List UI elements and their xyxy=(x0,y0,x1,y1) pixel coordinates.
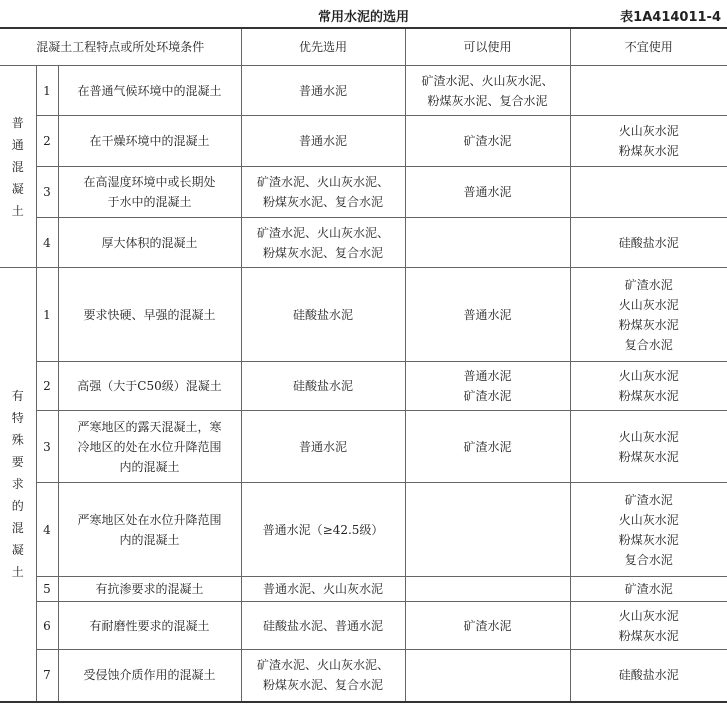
row-number: 2 xyxy=(36,116,58,167)
preferred-cell-line: 矿渣水泥、火山灰水泥、 xyxy=(257,175,390,189)
preferred-cell xyxy=(241,218,405,268)
row-number: 4 xyxy=(36,218,58,268)
unsuitable-cell xyxy=(570,650,727,702)
condition-cell-line: 内的混凝土 xyxy=(119,459,180,474)
table-row xyxy=(0,577,727,602)
header-unsuitable: 不宜使用 xyxy=(570,28,727,66)
allowed-cell-line: 普通水泥 xyxy=(463,185,512,199)
preferred-cell-line: 普通水泥 xyxy=(299,134,348,148)
condition-cell-line: 在高湿度环境中或长期处 xyxy=(83,175,216,189)
cement-selection-table xyxy=(0,27,727,703)
allowed-cell-line: 矿渣水泥 xyxy=(463,389,512,403)
unsuitable-cell xyxy=(570,483,727,577)
allowed-cell xyxy=(405,411,570,483)
unsuitable-cell-line: 粉煤灰水泥 xyxy=(618,144,679,158)
condition-cell xyxy=(58,602,241,650)
unsuitable-cell-line: 火山灰水泥 xyxy=(618,608,679,623)
unsuitable-cell-line: 火山灰水泥 xyxy=(618,124,679,138)
row-number: 1 xyxy=(36,66,58,116)
table-title-bar xyxy=(0,4,727,26)
allowed-cell xyxy=(405,602,570,650)
table-row xyxy=(0,167,727,218)
allowed-cell xyxy=(405,66,570,116)
preferred-cell-line: 硅酸盐水泥 xyxy=(293,307,354,322)
condition-cell-line: 要求快硬、早强的混凝土 xyxy=(83,307,216,322)
unsuitable-cell-line: 火山灰水泥 xyxy=(618,512,679,527)
condition-cell-line: 严寒地区处在水位升降范围 xyxy=(77,512,222,527)
preferred-cell-line: 粉煤灰水泥、复合水泥 xyxy=(263,678,384,693)
table-row xyxy=(0,602,727,650)
unsuitable-cell xyxy=(570,577,727,602)
allowed-cell-line: 矿渣水泥 xyxy=(463,134,512,148)
unsuitable-cell xyxy=(570,362,727,411)
row-number: 2 xyxy=(36,362,58,411)
group-label-text: 有特殊要求的混凝土 xyxy=(11,389,24,580)
row-number: 7 xyxy=(36,650,58,702)
condition-cell-line: 严寒地区的露天混凝土，寒 xyxy=(77,419,222,434)
condition-cell xyxy=(58,362,241,411)
row-number: 4 xyxy=(36,483,58,577)
table-row xyxy=(0,411,727,483)
unsuitable-cell-line: 粉煤灰水泥 xyxy=(618,628,679,643)
unsuitable-cell-line: 粉煤灰水泥 xyxy=(618,317,679,332)
preferred-cell-line: 矿渣水泥、火山灰水泥、 xyxy=(257,225,390,240)
condition-cell xyxy=(58,650,241,702)
table-number: 表1A414011-4 xyxy=(620,10,721,25)
group-label xyxy=(0,268,36,702)
allowed-cell-line: 矿渣水泥 xyxy=(463,439,512,454)
unsuitable-cell-line: 粉煤灰水泥 xyxy=(618,389,679,403)
table-row xyxy=(0,218,727,268)
allowed-cell xyxy=(405,167,570,218)
unsuitable-cell-line: 火山灰水泥 xyxy=(618,369,679,383)
table-row xyxy=(0,650,727,702)
preferred-cell xyxy=(241,650,405,702)
preferred-cell-line: 粉煤灰水泥、复合水泥 xyxy=(263,245,384,260)
allowed-cell xyxy=(405,362,570,411)
header-allowed: 可以使用 xyxy=(405,28,570,66)
allowed-cell-line: 粉煤灰水泥、复合水泥 xyxy=(427,93,548,108)
allowed-cell-line: 普通水泥 xyxy=(463,307,512,322)
condition-cell-line: 在普通气候环境中的混凝土 xyxy=(77,83,222,98)
unsuitable-cell xyxy=(570,116,727,167)
preferred-cell-line: 硅酸盐水泥、普通水泥 xyxy=(263,618,384,633)
unsuitable-cell-line: 粉煤灰水泥 xyxy=(618,449,679,464)
allowed-cell xyxy=(405,218,570,268)
unsuitable-cell xyxy=(570,602,727,650)
preferred-cell xyxy=(241,66,405,116)
preferred-cell-line: 普通水泥 xyxy=(299,83,348,98)
row-number: 1 xyxy=(36,268,58,362)
condition-cell-line: 冷地区的处在水位升降范围 xyxy=(77,439,222,454)
header-row xyxy=(0,28,727,66)
allowed-cell-line: 矿渣水泥 xyxy=(463,618,512,633)
group-label xyxy=(0,66,36,268)
condition-cell xyxy=(58,66,241,116)
condition-cell-line: 在干燥环境中的混凝土 xyxy=(89,134,210,148)
table-row xyxy=(0,268,727,362)
condition-cell xyxy=(58,268,241,362)
unsuitable-cell-line: 复合水泥 xyxy=(624,552,673,567)
row-number: 3 xyxy=(36,167,58,218)
table-body xyxy=(0,66,727,702)
unsuitable-cell-line: 复合水泥 xyxy=(624,337,673,352)
row-number: 6 xyxy=(36,602,58,650)
unsuitable-cell-line: 矿渣水泥 xyxy=(624,277,673,292)
condition-cell-line: 受侵蚀介质作用的混凝土 xyxy=(83,668,216,683)
header-condition: 混凝土工程特点或所处环境条件 xyxy=(0,28,241,66)
allowed-cell-line: 普通水泥 xyxy=(463,369,512,383)
condition-cell xyxy=(58,411,241,483)
header-preferred: 优先选用 xyxy=(241,28,405,66)
preferred-cell-line: 普通水泥、火山灰水泥 xyxy=(263,582,384,596)
unsuitable-cell xyxy=(570,268,727,362)
unsuitable-cell-line: 粉煤灰水泥 xyxy=(618,532,679,547)
allowed-cell-line: 矿渣水泥、火山灰水泥、 xyxy=(421,73,554,88)
condition-cell-line: 内的混凝土 xyxy=(119,532,180,547)
condition-cell xyxy=(58,116,241,167)
condition-cell-line: 高强（大于C50级）混凝土 xyxy=(77,379,222,393)
preferred-cell xyxy=(241,268,405,362)
preferred-cell-line: 矿渣水泥、火山灰水泥、 xyxy=(257,658,390,673)
allowed-cell xyxy=(405,268,570,362)
preferred-cell-line: 普通水泥（≥42.5级） xyxy=(262,522,384,537)
group-label-text: 普通混凝土 xyxy=(11,115,24,218)
allowed-cell xyxy=(405,483,570,577)
allowed-cell xyxy=(405,116,570,167)
unsuitable-cell-line: 火山灰水泥 xyxy=(618,297,679,312)
row-number: 5 xyxy=(36,577,58,602)
preferred-cell xyxy=(241,116,405,167)
preferred-cell xyxy=(241,483,405,577)
row-number: 3 xyxy=(36,411,58,483)
preferred-cell xyxy=(241,362,405,411)
unsuitable-cell xyxy=(570,167,727,218)
unsuitable-cell-line: 硅酸盐水泥 xyxy=(618,668,679,683)
table-row xyxy=(0,66,727,116)
unsuitable-cell-line: 火山灰水泥 xyxy=(618,429,679,444)
preferred-cell-line: 普通水泥 xyxy=(299,439,348,454)
condition-cell-line: 厚大体积的混凝土 xyxy=(101,235,198,250)
condition-cell xyxy=(58,218,241,268)
preferred-cell xyxy=(241,411,405,483)
preferred-cell-line: 硅酸盐水泥 xyxy=(293,379,354,393)
unsuitable-cell-line: 矿渣水泥 xyxy=(624,492,673,507)
condition-cell xyxy=(58,483,241,577)
condition-cell-line: 有抗渗要求的混凝土 xyxy=(95,582,204,596)
unsuitable-cell xyxy=(570,411,727,483)
preferred-cell xyxy=(241,602,405,650)
table-row xyxy=(0,483,727,577)
preferred-cell xyxy=(241,167,405,218)
allowed-cell xyxy=(405,650,570,702)
condition-cell xyxy=(58,577,241,602)
condition-cell-line: 有耐磨性要求的混凝土 xyxy=(89,618,210,633)
table-row xyxy=(0,116,727,167)
table-title: 常用水泥的选用 xyxy=(317,10,409,25)
unsuitable-cell xyxy=(570,66,727,116)
table-row xyxy=(0,362,727,411)
preferred-cell-line: 粉煤灰水泥、复合水泥 xyxy=(263,195,384,209)
preferred-cell xyxy=(241,577,405,602)
condition-cell-line: 于水中的混凝土 xyxy=(107,195,192,209)
unsuitable-cell-line: 矿渣水泥 xyxy=(624,582,673,596)
unsuitable-cell xyxy=(570,218,727,268)
unsuitable-cell-line: 硅酸盐水泥 xyxy=(618,235,679,250)
condition-cell xyxy=(58,167,241,218)
allowed-cell xyxy=(405,577,570,602)
